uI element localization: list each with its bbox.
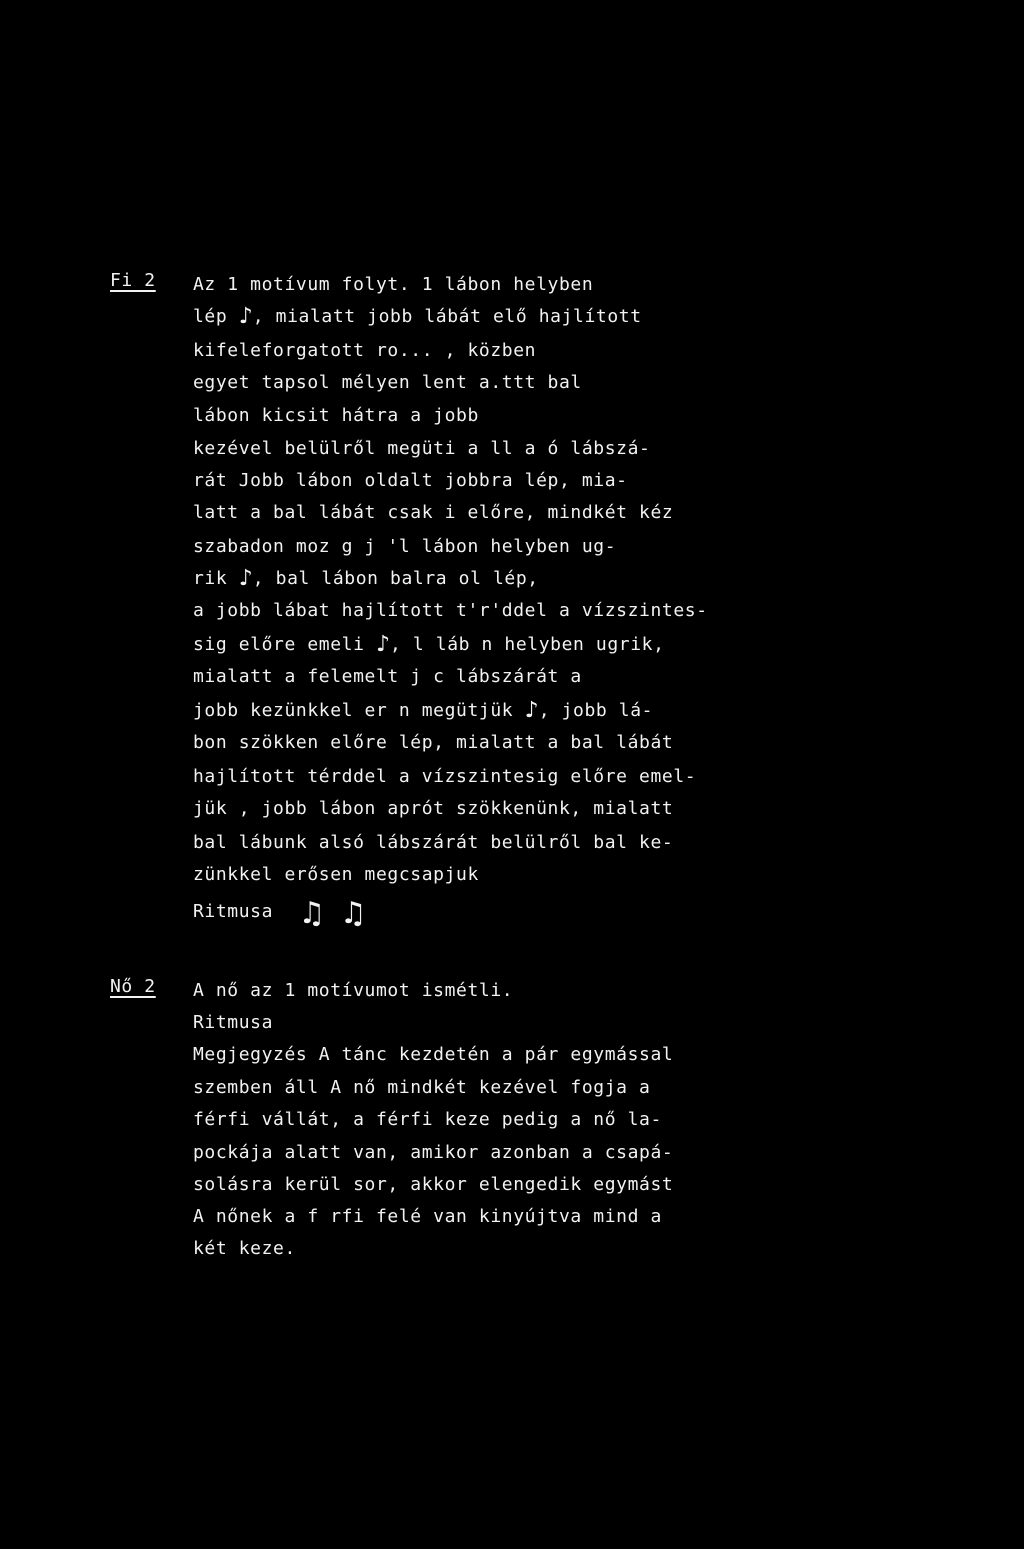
text-line: kezével belülről megüti a ll a ó lábszá- [193, 438, 651, 459]
text-line [193, 696, 793, 726]
text-line: két keze. [193, 1238, 296, 1259]
rhythm-label: Ritmusa [193, 901, 274, 922]
text-line: egyet tapsol mélyen lent a.ttt bal [193, 372, 582, 393]
text-fragment: , bal lábon balra ol lép, [252, 568, 539, 589]
text-line: latt a bal lábát csak i előre, mindkét kéz [193, 502, 674, 523]
text-line: szemben áll A nő mindkét kezével fogja a [193, 1077, 651, 1098]
text-line: Megjegyzés A tánc kezdetén a pár egymással [193, 1044, 674, 1065]
text-line: a jobb lábat hajlított t'r'ddel a vízszintes- [193, 600, 708, 621]
text-fragment: rik [193, 568, 228, 589]
text-line [193, 630, 793, 660]
text-line [193, 302, 793, 332]
text-line: bal lábunk alsó lábszárát belülről bal ke- [193, 832, 674, 853]
text-fragment: sig előre emeli [193, 634, 365, 655]
text-line: mialatt a felemelt j c lábszárát a [193, 666, 582, 687]
text-fragment: , mialatt jobb lábát elő hajlított [252, 306, 642, 327]
text-line: rát Jobb lábon oldalt jobbra lép, mia- [193, 470, 628, 491]
text-line: jük , jobb lábon aprót szökkenünk, mialatt [193, 798, 674, 819]
beamed-notes-icon: ♫ ♫ [298, 896, 369, 931]
text-line: solásra kerül sor, akkor elengedik egymást [193, 1174, 674, 1195]
eighth-note-icon: ♪ [524, 698, 539, 723]
text-line: hajlított térddel a vízszintesig előre emel- [193, 766, 697, 787]
text-line: lábon kicsit hátra a jobb [193, 405, 479, 426]
eighth-note-icon: ♪ [238, 304, 253, 329]
text-line: kifeleforgatott ro... , közben [193, 340, 537, 361]
text-line: Az 1 motívum folyt. 1 lábon helyben [193, 274, 594, 295]
text-line: zünkkel erősen megcsapjuk [193, 864, 479, 885]
text-line: Ritmusa [193, 1012, 274, 1033]
section-label-ferfi: Fi 2 [110, 270, 156, 291]
text-line: férfi vállát, a férfi keze pedig a nő la- [193, 1109, 662, 1130]
text-line: bon szökken előre lép, mialatt a bal lábát [193, 732, 674, 753]
text-line: A nő az 1 motívumot ismétli. [193, 980, 514, 1001]
section-label-no: Nő 2 [110, 976, 156, 997]
text-line [193, 564, 793, 594]
text-line [193, 894, 793, 934]
text-line: szabadon moz g j 'l lábon helyben ug- [193, 536, 617, 557]
text-line: pockája alatt van, amikor azonban a csapá- [193, 1142, 674, 1163]
text-fragment: , jobb lá- [538, 700, 654, 721]
text-fragment: , l láb n helyben ugrik, [390, 634, 665, 655]
eighth-note-icon: ♪ [238, 566, 253, 591]
text-fragment: jobb kezünkkel er n megütjük [193, 700, 514, 721]
text-line: A nőnek a f rfi felé van kinyújtva mind a [193, 1206, 662, 1227]
text-fragment: lép [193, 306, 228, 327]
eighth-note-icon: ♪ [376, 632, 391, 657]
